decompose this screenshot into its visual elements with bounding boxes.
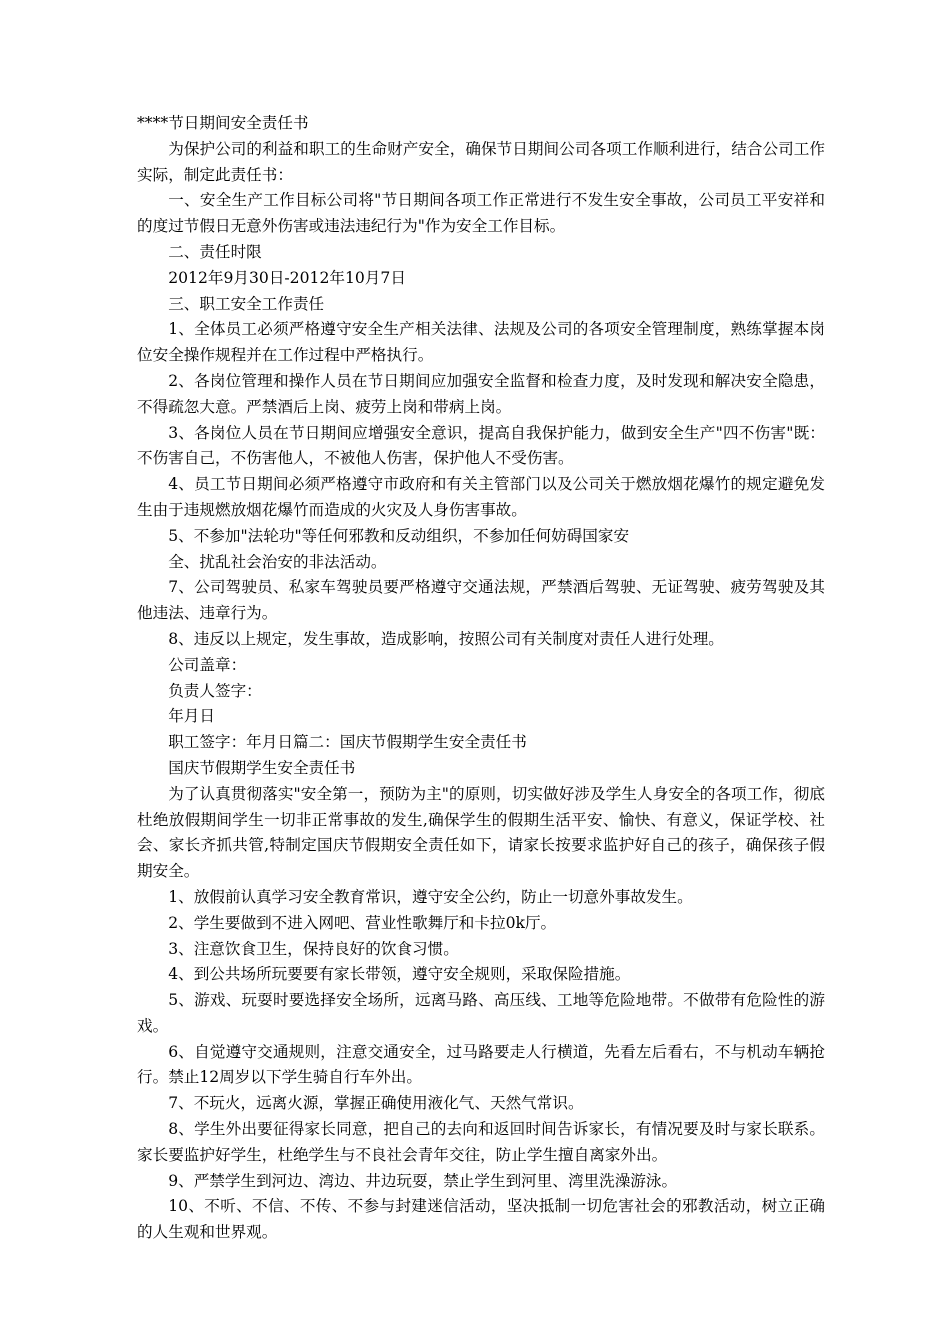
- signature-line: 负责人签字：: [168, 681, 262, 700]
- section-title: 国庆节假期学生安全责任书: [168, 758, 356, 777]
- list-item: 8、违反以上规定，发生事故，造成影响，按照公司有关制度对责任人进行处理。: [168, 629, 724, 648]
- list-item: 2、各岗位管理和操作人员在节日期间应加强安全监督和检查力度，及时发现和解决安全隐患，不得疏忽大意。严禁酒后上岗、疲劳上岗和带病上岗。: [137, 371, 825, 416]
- list-item: 7、公司驾驶员、私家车驾驶员要严格遵守交通法规，严禁酒后驾驶、无证驾驶、疲劳驾驶及其他违法、违章行为。: [137, 578, 825, 623]
- list-item: 6、自觉遵守交通规则，注意交通安全，过马路要走人行横道，先看左后看右，不与机动车辆抢行。禁止12周岁以下学生骑自行车外出。: [137, 1042, 825, 1087]
- list-item: 3、各岗位人员在节日期间应增强安全意识，提高自我保护能力，做到安全生产"四不伤害"既：不伤害自己，不伤害他人，不被他人伤害，保护他人不受伤害。: [137, 423, 825, 468]
- paragraph: 为了认真贯彻落实"安全第一，预防为主"的原则，切实做好涉及学生人身安全的各项工作，彻底杜绝放假期间学生一切非正常事故的发生,确保学生的假期生活平安、愉快、有意义，保证学校、社会、家长齐抓共管,特制定国庆节假期安全责任如下，请家长按要求监护好自己的孩子，确保孩子假期安全。: [137, 784, 825, 881]
- section-heading: 三、职工安全工作责任: [168, 294, 325, 313]
- company-seal-line: 公司盖章：: [168, 655, 247, 674]
- list-item: 8、学生外出要征得家长同意，把自己的去向和返回时间告诉家长，有情况要及时与家长联系。家长要监护好学生，杜绝学生与不良社会青年交往，防止学生擅自离家外出。: [137, 1120, 825, 1164]
- list-item: 3、注意饮食卫生，保持良好的饮食习惯。: [168, 939, 459, 958]
- paragraph: 全、扰乱社会治安的非法活动。: [168, 552, 387, 571]
- list-item: 10、不听、不信、不传、不参与封建迷信活动，坚决抵制一切危害社会的邪教活动，树立正确的人生观和世界观。: [137, 1197, 825, 1242]
- list-item: 4、员工节日期间必须严格遵守市政府和有关主管部门以及公司关于燃放烟花爆竹的规定避免发生由于违规燃放烟花爆竹而造成的火灾及人身伤害事故。: [137, 475, 825, 519]
- list-item: 2、学生要做到不进入网吧、营业性歌舞厅和卡拉0k厅。: [168, 913, 557, 932]
- list-item: 4、到公共场所玩要要有家长带领，遵守安全规则，采取保险措施。: [168, 965, 631, 984]
- list-item: 1、放假前认真学习安全教育常识，遵守安全公约，防止一切意外事故发生。: [168, 887, 693, 906]
- date-range: 2012年9月30日-2012年10月7日: [168, 268, 406, 287]
- list-item: 9、严禁学生到河边、湾边、井边玩耍，禁止学生到河里、湾里洗澡游泳。: [168, 1171, 678, 1190]
- list-item: 1、全体员工必须严格遵守安全生产相关法律、法规及公司的各项安全管理制度，熟练掌握本岗位安全操作规程并在工作过程中严格执行。: [137, 320, 825, 365]
- document-title: ****节日期间安全责任书: [137, 114, 309, 132]
- paragraph: 一、安全生产工作目标公司将"节日期间各项工作正常进行不发生安全事故，公司员工平安祥和的度过节假日无意外伤害或违法违纪行为"作为安全工作目标。: [137, 191, 825, 236]
- list-item: 7、不玩火，远离火源，掌握正确使用液化气、天然气常识。: [168, 1094, 584, 1113]
- list-item: 5、游戏、玩耍时要选择安全场所，远离马路、高压线、工地等危险地带。不做带有危险性的游戏。: [137, 991, 825, 1035]
- list-item: 5、不参加"法轮功"等任何邪教和反动组织，不参加任何妨碍国家安: [168, 526, 630, 545]
- employee-signature-line: 职工签字：年月日篇二：国庆节假期学生安全责任书: [168, 733, 527, 752]
- section-heading: 二、责任时限: [168, 242, 262, 261]
- date-line: 年月日: [168, 707, 215, 726]
- paragraph: 为保护公司的利益和职工的生命财产安全，确保节日期间公司各项工作顺利进行，结合公司工作实际，制定此责任书：: [137, 139, 825, 184]
